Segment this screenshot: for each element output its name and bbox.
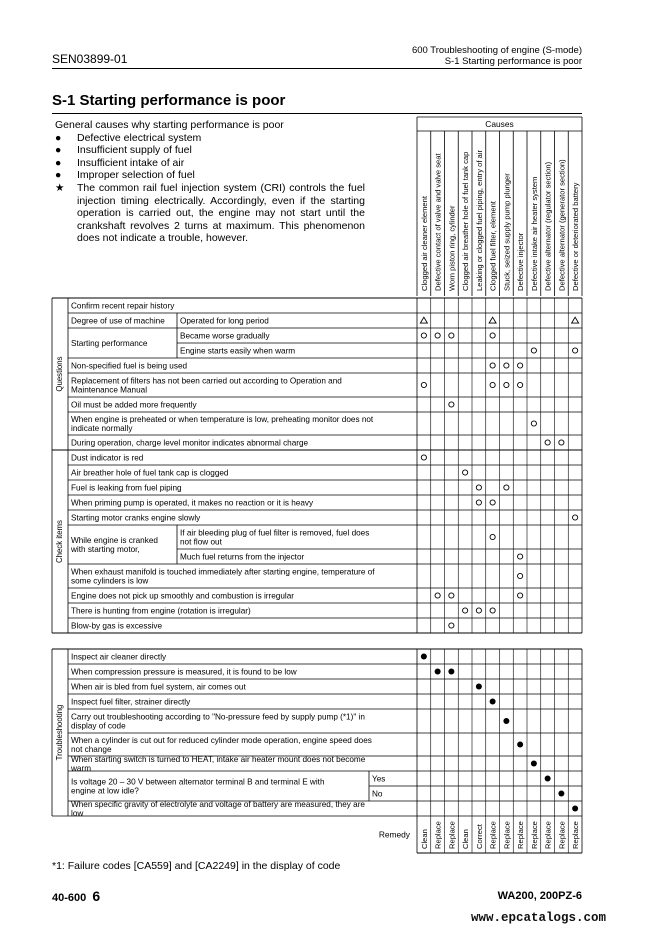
remedy-value: Correct <box>474 824 484 849</box>
circle-mark-icon <box>476 485 481 490</box>
remedy-value: Replace <box>543 821 553 849</box>
row-label: warm <box>71 764 92 773</box>
circle-mark-icon <box>449 623 454 628</box>
row-label: Non-specified fuel is being used <box>71 361 188 371</box>
row-label: Dust indicator is red <box>71 453 144 463</box>
circle-mark-icon <box>476 608 481 613</box>
footnote: *1: Failure codes [CA559] and [CA2249] in the display of code <box>52 860 341 872</box>
remedy-value: Replace <box>557 821 567 849</box>
circle-mark-icon <box>435 333 440 338</box>
row-label: Inspect fuel filter, strainer directly <box>71 697 191 707</box>
row-label: When a cylinder is cut out for reduced cylinder mode operation, engine speed does <box>71 736 372 745</box>
row-label: engine at low idle? <box>71 786 139 796</box>
filled-dot-icon <box>517 742 523 748</box>
row-label: Oil must be added more frequently <box>71 400 197 410</box>
remedy-value: Replace <box>571 821 581 849</box>
circle-mark-icon <box>490 382 495 387</box>
circle-mark-icon <box>531 348 536 353</box>
row-label: Inspect air cleaner directly <box>71 652 167 662</box>
page-num: 6 <box>92 888 101 904</box>
row-label: with starting motor, <box>71 545 140 554</box>
cause-label: Clogged air breather hole of fuel tank cap <box>461 151 471 291</box>
triangle-mark-icon <box>489 317 496 323</box>
watermark: www.epcatalogs.com <box>470 911 606 925</box>
row-sublabel: Yes <box>372 774 386 784</box>
row-label: display of code <box>71 721 126 731</box>
intro-bullet-text: Defective electrical system <box>77 131 202 144</box>
remedy-label: Remedy <box>378 829 410 840</box>
model-name: WA200, 200PZ-6 <box>497 890 582 902</box>
circle-mark-icon <box>463 470 468 475</box>
cause-label: Defective alternator (generator section) <box>557 159 567 291</box>
remedy-value: Replace <box>529 821 539 849</box>
cause-label: Defective injector <box>516 232 526 291</box>
row-label: Replacement of filters has not been carried out according to Operation and <box>71 376 342 386</box>
row-label: When starting switch is turned to HEAT, intake air heater mount does not become <box>71 755 366 764</box>
row-label: There is hunting from engine (rotation is irregular) <box>71 606 251 616</box>
row-sublabel: Engine starts easily when warm <box>180 346 296 356</box>
row-sublabel: If air bleeding plug of fuel filter is removed, fuel does <box>180 528 370 538</box>
row-label: not change <box>71 745 112 754</box>
circle-mark-icon <box>545 440 550 445</box>
row-label: indicate normally <box>71 424 133 433</box>
row-sublabel: Operated for long period <box>180 316 269 326</box>
filled-dot-icon <box>572 806 578 812</box>
row-sublabel: not flow out <box>180 537 222 547</box>
intro-lead: General causes why starting performance is poor <box>55 119 284 131</box>
circle-mark-icon <box>504 382 509 387</box>
row-label: Blow-by gas is excessive <box>71 621 163 631</box>
row-label: When specific gravity of electrolyte and voltage of battery are measured, they are <box>71 800 365 809</box>
circle-mark-icon <box>490 333 495 338</box>
row-label: Maintenance Manual <box>71 385 148 395</box>
row-label: Air breather hole of fuel tank cap is clogged <box>71 468 229 478</box>
triangle-mark-icon <box>572 317 579 323</box>
row-label: Is voltage 20 – 30 V between alternator terminal B and terminal E with <box>71 777 325 787</box>
cause-label: Defective alternator (regulator section) <box>543 161 553 291</box>
section-label: Troubleshooting <box>55 704 64 761</box>
cause-label: Clogged fuel filter, element <box>488 201 498 291</box>
circle-mark-icon <box>421 455 426 460</box>
row-label: Starting motor cranks engine slowly <box>71 513 201 523</box>
row-sublabel: No <box>372 789 383 799</box>
cause-label: Defective contact of valve and valve seat <box>433 153 443 291</box>
filled-dot-icon <box>545 776 551 782</box>
circle-mark-icon <box>476 500 481 505</box>
row-label: When engine is preheated or when temperature is low, preheating monitor does not <box>71 415 374 424</box>
row-label: some cylinders is low <box>71 576 149 586</box>
circle-mark-icon <box>421 382 426 387</box>
filled-dot-icon <box>421 654 427 660</box>
filled-dot-icon <box>558 791 564 797</box>
row-label: Engine does not pick up smoothly and combustion is irregular <box>71 591 295 601</box>
page-title: S-1 Starting performance is poor <box>52 92 286 109</box>
circle-mark-icon <box>449 593 454 598</box>
circle-mark-icon <box>559 440 564 445</box>
circle-mark-icon <box>531 421 536 426</box>
circle-mark-icon <box>490 608 495 613</box>
circle-mark-icon <box>518 554 523 559</box>
cause-label: Leaking or clogged fuel piping, entry of air <box>474 150 484 291</box>
circle-mark-icon <box>518 382 523 387</box>
header-section: S-1 Starting performance is poor <box>444 56 582 67</box>
remedy-value: Replace <box>433 821 443 849</box>
cause-label: Clogged air cleaner element <box>419 196 429 291</box>
circle-mark-icon <box>504 485 509 490</box>
filled-dot-icon <box>448 669 454 675</box>
remedy-value: Replace <box>516 821 526 849</box>
filled-dot-icon <box>531 761 537 767</box>
intro-bullet-text: Improper selection of fuel <box>77 169 195 182</box>
circle-mark-icon <box>490 534 495 539</box>
row-label: When exhaust manifold is touched immediately after starting engine, temperature of <box>71 567 375 577</box>
circle-mark-icon <box>449 333 454 338</box>
header-chapter: 600 Troubleshooting of engine (S-mode) <box>411 45 582 56</box>
intro-bullet-text: Insufficient intake of air <box>77 156 185 169</box>
row-label: When air is bled from fuel system, air comes out <box>71 682 246 692</box>
circle-mark-icon <box>504 363 509 368</box>
cause-label: Stuck, seized supply pump plunger <box>502 173 512 291</box>
cause-label: Defective intake air heater system <box>529 176 539 291</box>
cause-label: Defective or deteriorated battery <box>571 182 581 291</box>
intro-bullet-text: The common rail fuel injection system (CRI) controls the fuel injection timing electrically. Accordingly, even if the starting operation is carried out, the engine may not start until the crankshaft revolves 2 turns at maximum. This phenomenon does not indicate a trouble, however. <box>77 181 365 245</box>
circle-mark-icon <box>490 500 495 505</box>
section-label: Check items <box>55 520 64 563</box>
bullet-icon: ● <box>55 144 62 157</box>
row-label: During operation, charge level monitor indicates abnormal charge <box>71 438 309 448</box>
remedy-value: Clean <box>419 829 429 849</box>
circle-mark-icon <box>518 573 523 578</box>
cause-label: Worn piston ring, cylinder <box>447 205 457 291</box>
circle-mark-icon <box>449 402 454 407</box>
bullet-icon: ● <box>55 169 62 182</box>
page-prefix: 40-600 <box>52 892 87 904</box>
row-label: low <box>71 809 84 818</box>
bullet-icon: ● <box>55 131 62 144</box>
circle-mark-icon <box>573 348 578 353</box>
remedy-value: Replace <box>447 821 457 849</box>
circle-mark-icon <box>463 608 468 613</box>
remedy-value: Clean <box>461 829 471 849</box>
filled-dot-icon <box>490 699 496 705</box>
section-label: Questions <box>55 356 64 392</box>
filled-dot-icon <box>503 718 509 724</box>
circle-mark-icon <box>435 593 440 598</box>
circle-mark-icon <box>421 333 426 338</box>
row-label: Starting performance <box>71 339 148 348</box>
intro-bullet-text: Insufficient supply of fuel <box>77 144 192 157</box>
star-icon: ★ <box>55 181 65 194</box>
circle-mark-icon <box>490 363 495 368</box>
page-number <box>52 888 100 904</box>
row-label: Confirm recent repair history <box>71 301 175 311</box>
row-label: Fuel is leaking from fuel piping <box>71 483 182 493</box>
circle-mark-icon <box>573 515 578 520</box>
filled-dot-icon <box>476 684 482 690</box>
bullet-icon: ● <box>55 156 62 169</box>
causes-title: Causes <box>485 119 514 129</box>
circle-mark-icon <box>518 593 523 598</box>
row-label: Degree of use of machine <box>71 316 165 326</box>
row-label: Carry out troubleshooting according to "No-pressure feed by supply pump (*1)" in <box>71 712 365 722</box>
triangle-mark-icon <box>420 317 427 323</box>
row-label: When compression pressure is measured, it is found to be low <box>71 667 297 677</box>
doc-code: SEN03899-01 <box>52 52 128 66</box>
remedy-value: Replace <box>488 821 498 849</box>
filled-dot-icon <box>435 669 441 675</box>
row-label: When priming pump is operated, it makes no reaction or it is heavy <box>71 498 314 508</box>
row-label: While engine is cranked <box>71 536 158 545</box>
row-sublabel: Much fuel returns from the injector <box>180 552 305 562</box>
row-sublabel: Became worse gradually <box>180 331 270 341</box>
remedy-value: Replace <box>502 821 512 849</box>
circle-mark-icon <box>518 363 523 368</box>
